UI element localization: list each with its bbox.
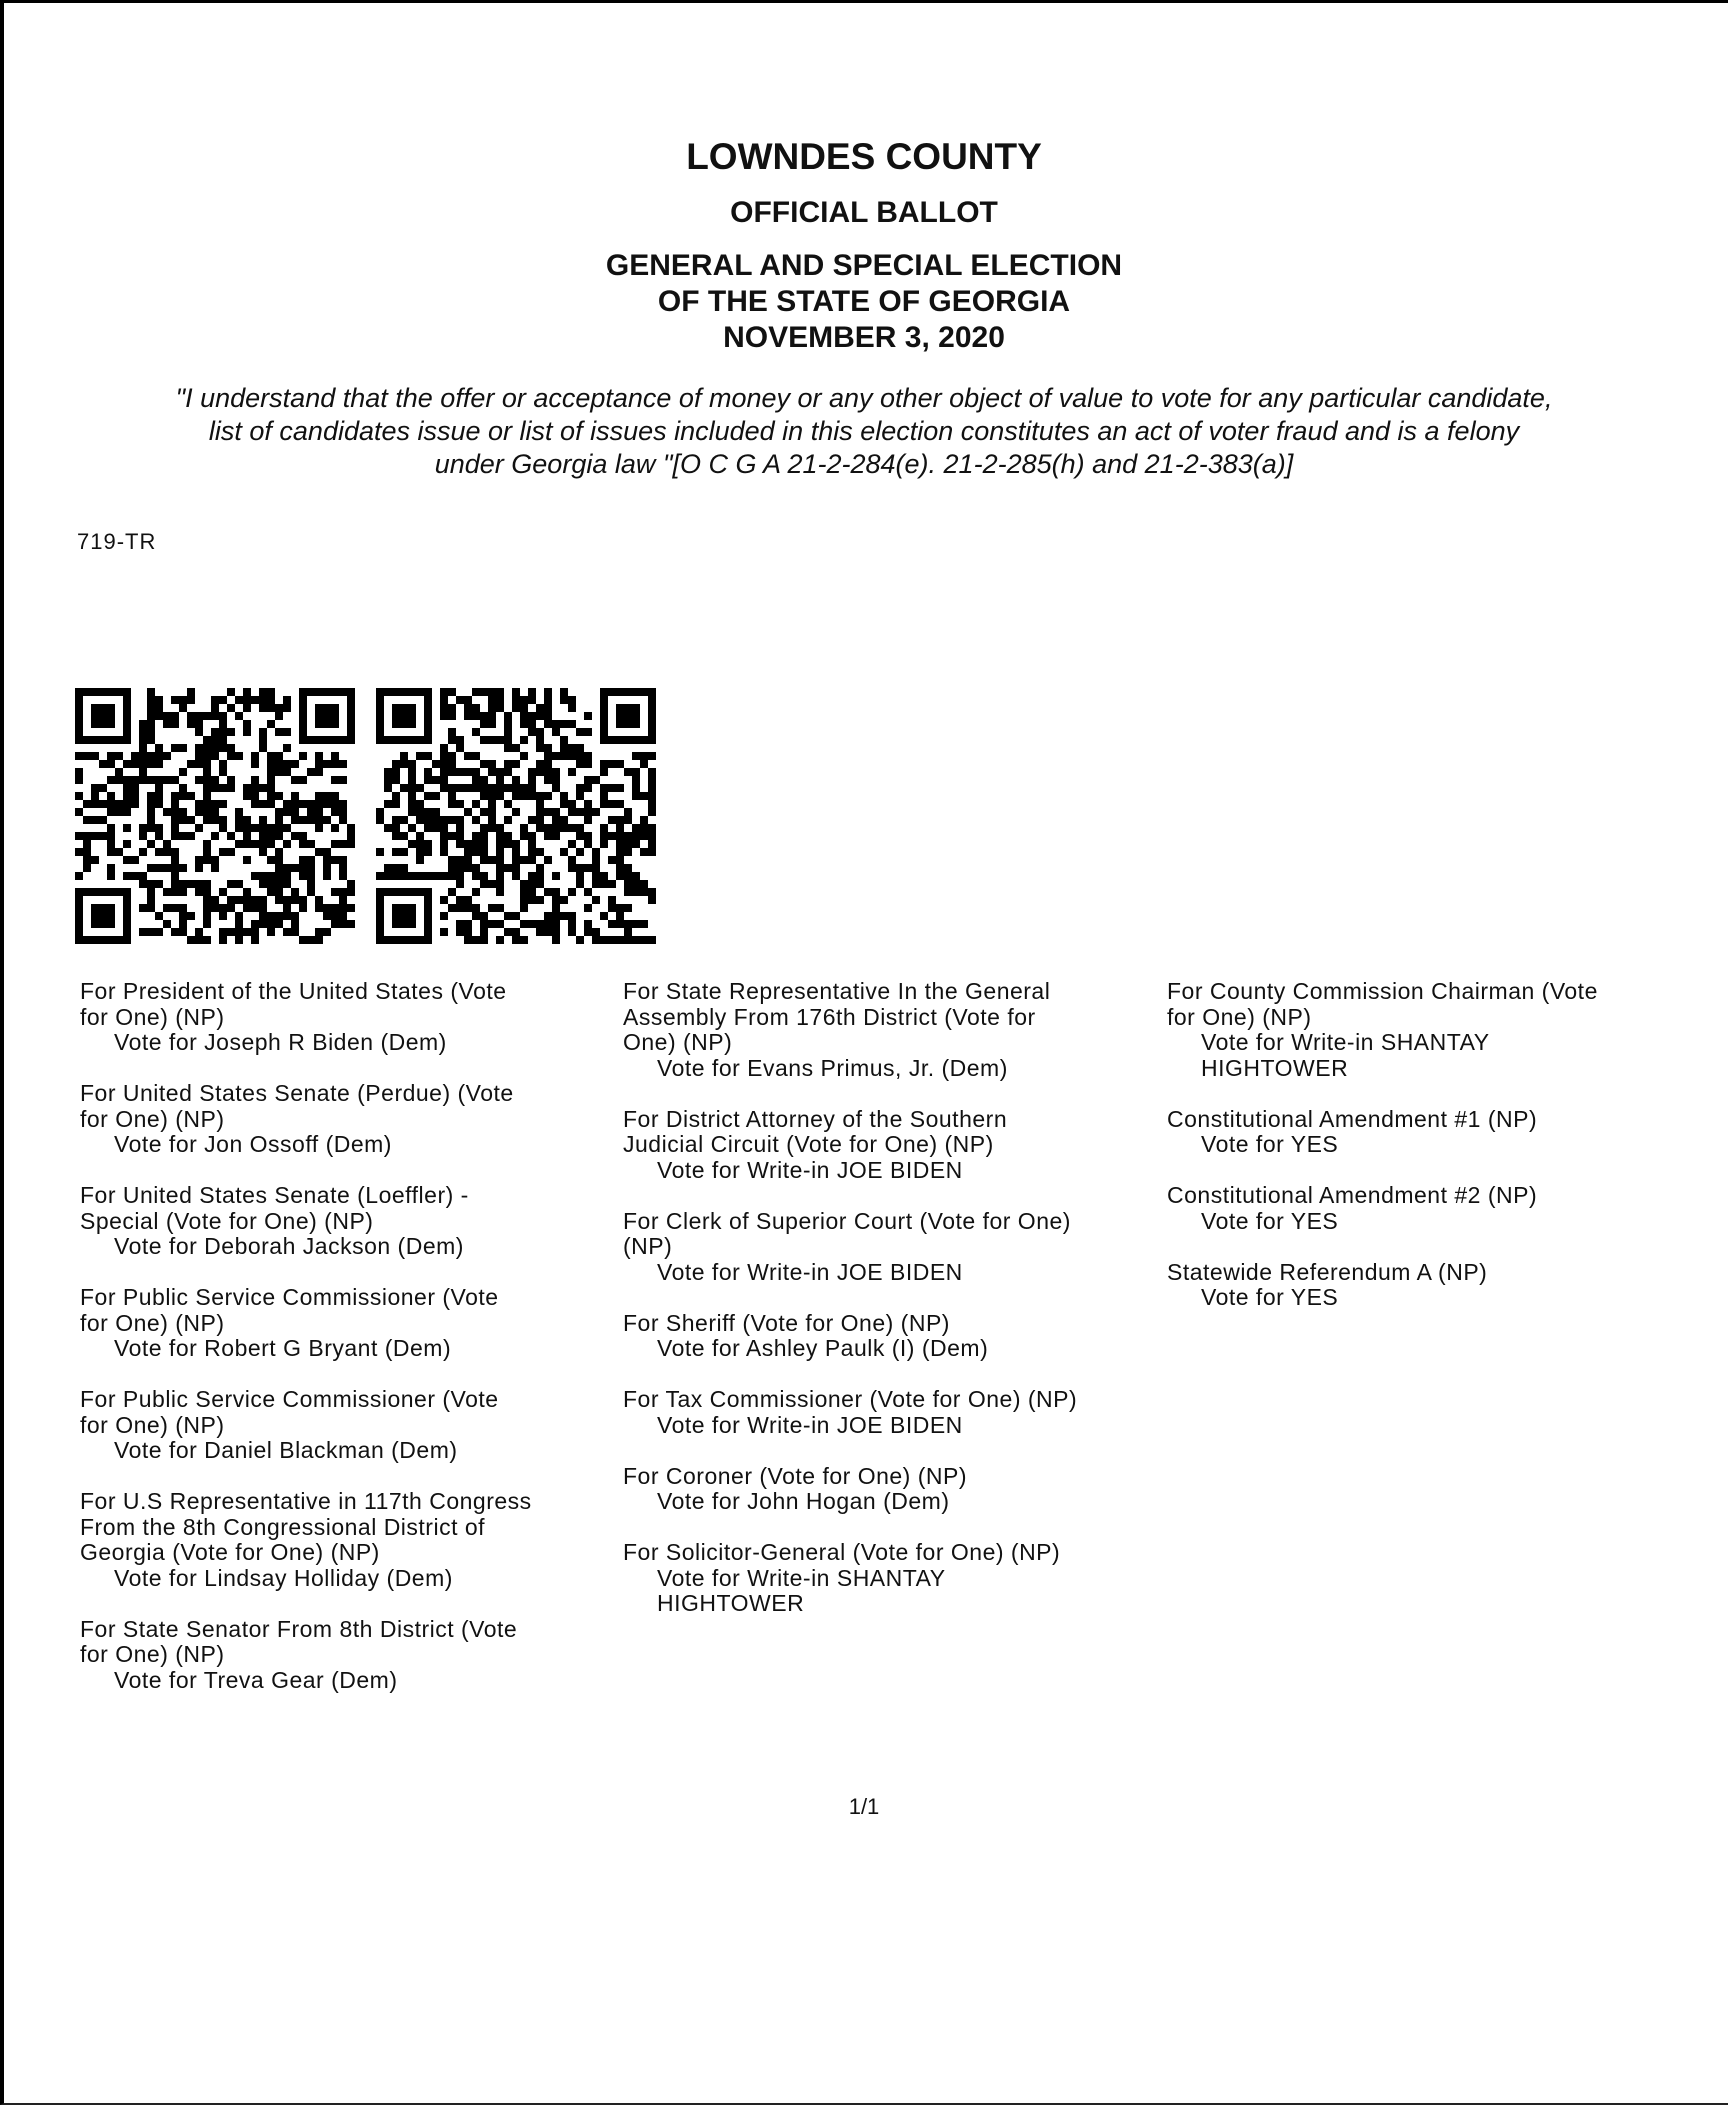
contest-block xyxy=(80,1285,615,1362)
contest-title: For Tax Commissioner (Vote for One) (NP) xyxy=(623,1386,1078,1412)
contest-title: For United States Senate (Perdue) (Vote for One) (NP) xyxy=(80,1080,514,1132)
contest-title: For District Attorney of the Southern Judicial Circuit (Vote for One) (NP) xyxy=(623,1105,1008,1157)
contest-title: Constitutional Amendment #1 (NP) xyxy=(1167,1105,1538,1132)
election-date: NOVEMBER 3, 2020 xyxy=(723,321,1005,354)
contest-block xyxy=(1167,1260,1712,1311)
contest-block xyxy=(623,1540,1168,1617)
contest-title: For United States Senate (Loeffler) - Special (Vote for One) (NP) xyxy=(80,1182,469,1234)
contest-block xyxy=(80,1183,615,1260)
contest-selection: Vote for Deborah Jackson (Dem) xyxy=(114,1233,464,1259)
contest-block xyxy=(80,1081,615,1158)
ballot-style-code: 719-TR xyxy=(77,529,157,554)
contest-selection: Vote for Ashley Paulk (I) (Dem) xyxy=(657,1335,989,1361)
contest-column-1 xyxy=(80,979,615,1719)
contest-selection: Vote for Daniel Blackman (Dem) xyxy=(114,1437,458,1463)
contest-selection: Vote for Write-in JOE BIDEN xyxy=(657,1156,963,1183)
contest-block xyxy=(80,1489,615,1591)
contest-block xyxy=(80,1617,615,1694)
contest-block xyxy=(1167,979,1712,1081)
contest-block xyxy=(80,1387,615,1464)
election-line-1: GENERAL AND SPECIAL ELECTION xyxy=(605,249,1123,282)
contest-title: Statewide Referendum A (NP) xyxy=(1167,1258,1488,1285)
voter-oath xyxy=(0,382,1728,481)
contest-title: For Public Service Commissioner (Vote for One) (NP) xyxy=(80,1284,499,1336)
contest-column-2 xyxy=(623,979,1168,1642)
contest-selection: Vote for John Hogan (Dem) xyxy=(657,1488,950,1514)
contest-block xyxy=(623,1464,1168,1515)
contest-block xyxy=(623,1209,1168,1286)
contest-selection: Vote for YES xyxy=(1201,1131,1339,1157)
contest-column-3 xyxy=(1167,979,1712,1336)
contest-block xyxy=(623,979,1168,1081)
contest-block xyxy=(623,1311,1168,1362)
contest-title: For State Representative In the General Assembly From 176th District (Vote for One) (NP) xyxy=(623,978,1051,1055)
contest-selection: Vote for Treva Gear (Dem) xyxy=(114,1666,398,1693)
contest-block xyxy=(623,1387,1168,1438)
contest-title: For President of the United States (Vote for One) (NP) xyxy=(80,978,507,1030)
contest-title: For Solicitor-General (Vote for One) (NP) xyxy=(623,1539,1061,1565)
contest-selection: Vote for Write-in SHANTAY HIGHTOWER xyxy=(657,1564,946,1616)
contest-title: For County Commission Chairman (Vote for One) (NP) xyxy=(1167,978,1598,1030)
contest-block xyxy=(80,979,615,1056)
county-title: LOWNDES COUNTY xyxy=(686,136,1042,177)
contest-selection: Vote for Write-in SHANTAY HIGHTOWER xyxy=(1201,1029,1490,1081)
page-number: 1/1 xyxy=(848,1794,880,1819)
contest-title: For Sheriff (Vote for One) (NP) xyxy=(623,1309,950,1336)
contest-selection: Vote for Jon Ossoff (Dem) xyxy=(114,1131,392,1157)
oath-line-3: under Georgia law "[O C G A 21-2-284(e). 21-2-285(h) and 21-2-383(a)] xyxy=(434,449,1294,479)
qr-code-1 xyxy=(75,688,355,944)
contest-selection: Vote for Robert G Bryant (Dem) xyxy=(114,1335,452,1361)
contest-selection: Vote for Evans Primus, Jr. (Dem) xyxy=(657,1054,1008,1081)
oath-line-1: "I understand that the offer or acceptance of money or any other object of value to vote for any particular candidate, xyxy=(175,383,1553,413)
contest-block xyxy=(1167,1107,1712,1158)
contest-block xyxy=(1167,1183,1712,1234)
ballot-title: OFFICIAL BALLOT xyxy=(730,196,998,229)
contest-selection: Vote for Joseph R Biden (Dem) xyxy=(114,1029,447,1055)
oath-line-2: list of candidates issue or list of issues included in this election constitutes an act of voter fraud and is a felony xyxy=(208,416,1520,446)
contest-selection: Vote for YES xyxy=(1201,1207,1339,1234)
contest-block xyxy=(623,1107,1168,1184)
contest-selection: Vote for Lindsay Holliday (Dem) xyxy=(114,1564,453,1591)
contest-selection: Vote for Write-in JOE BIDEN xyxy=(657,1411,963,1438)
contest-title: For State Senator From 8th District (Vote for One) (NP) xyxy=(80,1615,518,1667)
contest-selection: Vote for YES xyxy=(1201,1284,1339,1310)
qr-code-2 xyxy=(376,688,656,944)
contest-title: Constitutional Amendment #2 (NP) xyxy=(1167,1182,1538,1208)
contest-selection: Vote for Write-in JOE BIDEN xyxy=(657,1258,963,1285)
contest-title: For Public Service Commissioner (Vote for One) (NP) xyxy=(80,1386,499,1438)
contest-title: For U.S Representative in 117th Congress From the 8th Congressional District of Georgia (Vote for One) (NP) xyxy=(80,1488,532,1565)
contest-title: For Clerk of Superior Court (Vote for One) (NP) xyxy=(623,1207,1071,1259)
election-line-2: OF THE STATE OF GEORGIA xyxy=(657,285,1071,318)
election-title xyxy=(0,248,1728,356)
contest-title: For Coroner (Vote for One) (NP) xyxy=(623,1462,967,1489)
